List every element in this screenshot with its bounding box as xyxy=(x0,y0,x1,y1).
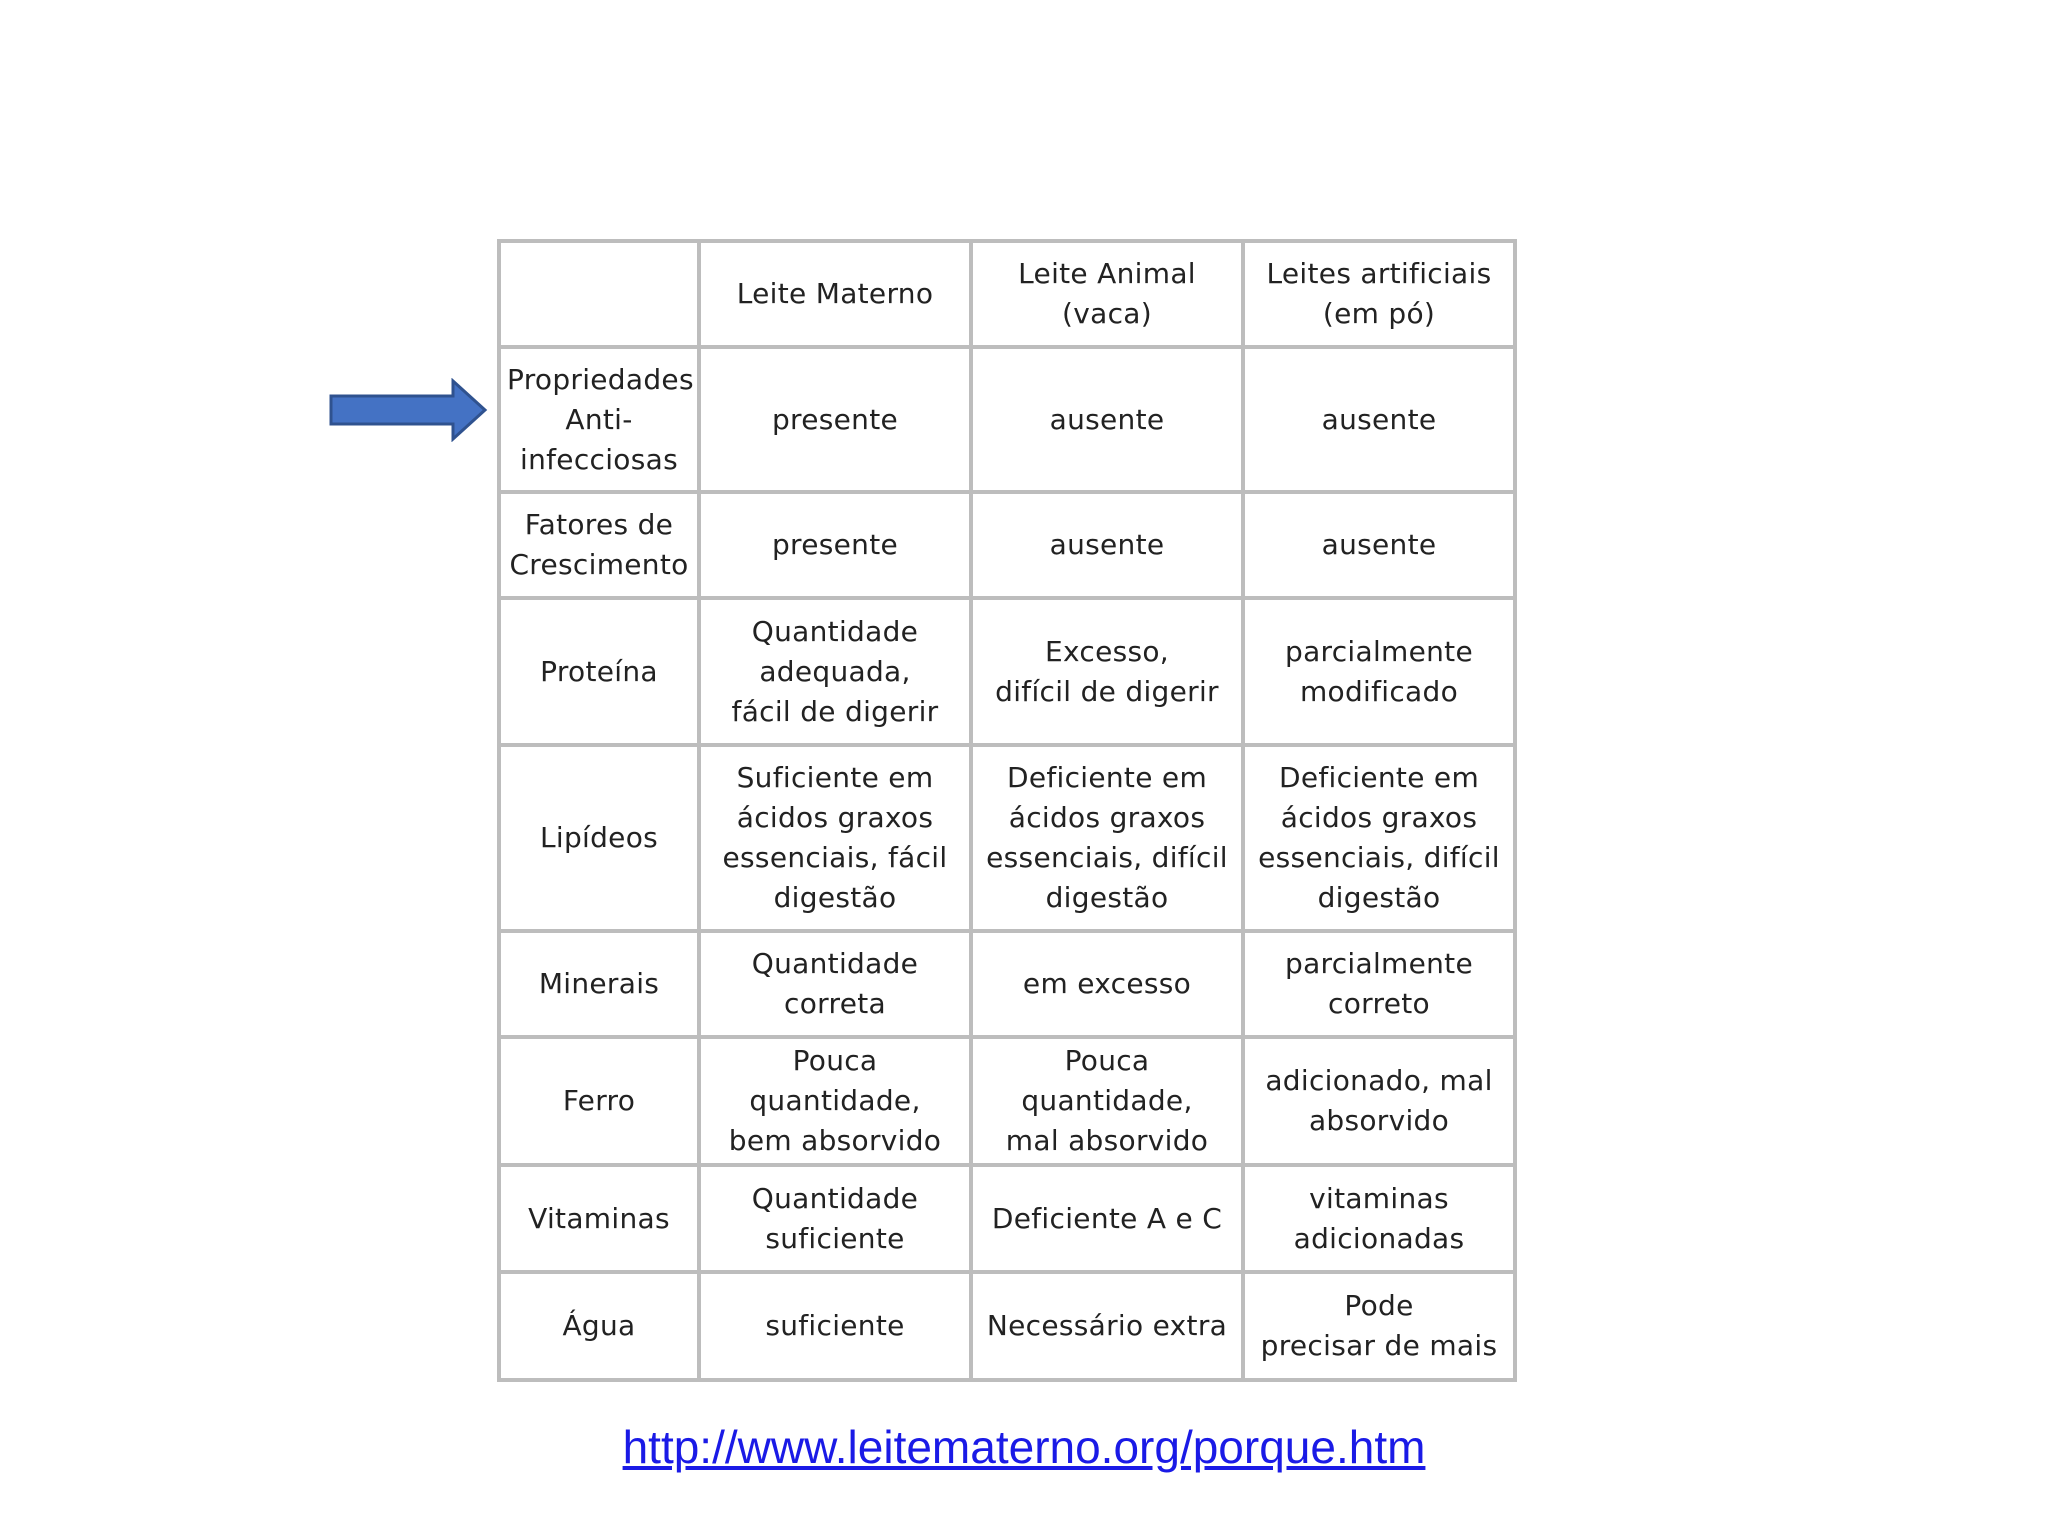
table-cell: Deficiente em ácidos graxos essenciais, difícil digestão xyxy=(971,745,1243,931)
header-cell-empty xyxy=(499,241,699,347)
header-cell-leites-artificiais: Leites artificiais (em pó) xyxy=(1243,241,1515,347)
table-cell: Pouca quantidade, bem absorvido xyxy=(699,1037,971,1165)
table-cell: ausente xyxy=(1243,347,1515,492)
header-cell-leite-animal: Leite Animal (vaca) xyxy=(971,241,1243,347)
row-label: Ferro xyxy=(499,1037,699,1165)
table-cell: parcialmente modificado xyxy=(1243,598,1515,745)
table-cell: ausente xyxy=(971,347,1243,492)
table-header-row xyxy=(499,241,1515,347)
row-label: Lipídeos xyxy=(499,745,699,931)
table-cell: vitaminas adicionadas xyxy=(1243,1165,1515,1272)
table-row xyxy=(499,347,1515,492)
milk-comparison-table xyxy=(497,239,1517,1382)
table-row xyxy=(499,931,1515,1037)
table-row xyxy=(499,1272,1515,1380)
comparison-table-container xyxy=(497,239,1513,1362)
header-cell-leite-materno: Leite Materno xyxy=(699,241,971,347)
table-row xyxy=(499,745,1515,931)
table-cell: suficiente xyxy=(699,1272,971,1380)
table-cell: ausente xyxy=(1243,492,1515,598)
table-cell: Deficiente A e C xyxy=(971,1165,1243,1272)
table-cell: Pouca quantidade, mal absorvido xyxy=(971,1037,1243,1165)
table-cell: parcialmente correto xyxy=(1243,931,1515,1037)
table-cell: Quantidade correta xyxy=(699,931,971,1037)
row-label: Proteína xyxy=(499,598,699,745)
table-cell: Excesso, difícil de digerir xyxy=(971,598,1243,745)
table-cell: ausente xyxy=(971,492,1243,598)
table-row xyxy=(499,1165,1515,1272)
table-cell: adicionado, mal absorvido xyxy=(1243,1037,1515,1165)
row-label: Fatores de Crescimento xyxy=(499,492,699,598)
table-row xyxy=(499,1037,1515,1165)
table-row xyxy=(499,598,1515,745)
table-cell: presente xyxy=(699,347,971,492)
source-link[interactable]: http://www.leitematerno.org/porque.htm xyxy=(622,1421,1426,1473)
row-label: Minerais xyxy=(499,931,699,1037)
row-label: Propriedades Anti- infecciosas xyxy=(499,347,699,492)
row-label: Água xyxy=(499,1272,699,1380)
table-cell: Quantidade adequada, fácil de digerir xyxy=(699,598,971,745)
row-label: Vitaminas xyxy=(499,1165,699,1272)
table-cell: Necessário extra xyxy=(971,1272,1243,1380)
table-cell: presente xyxy=(699,492,971,598)
table-cell: Suficiente em ácidos graxos essenciais, fácil digestão xyxy=(699,745,971,931)
table-cell: Quantidade suficiente xyxy=(699,1165,971,1272)
table-row xyxy=(499,492,1515,598)
table-cell: Pode precisar de mais xyxy=(1243,1272,1515,1380)
table-cell: em excesso xyxy=(971,931,1243,1037)
table-cell: Deficiente em ácidos graxos essenciais, difícil digestão xyxy=(1243,745,1515,931)
right-arrow-icon xyxy=(328,378,488,442)
